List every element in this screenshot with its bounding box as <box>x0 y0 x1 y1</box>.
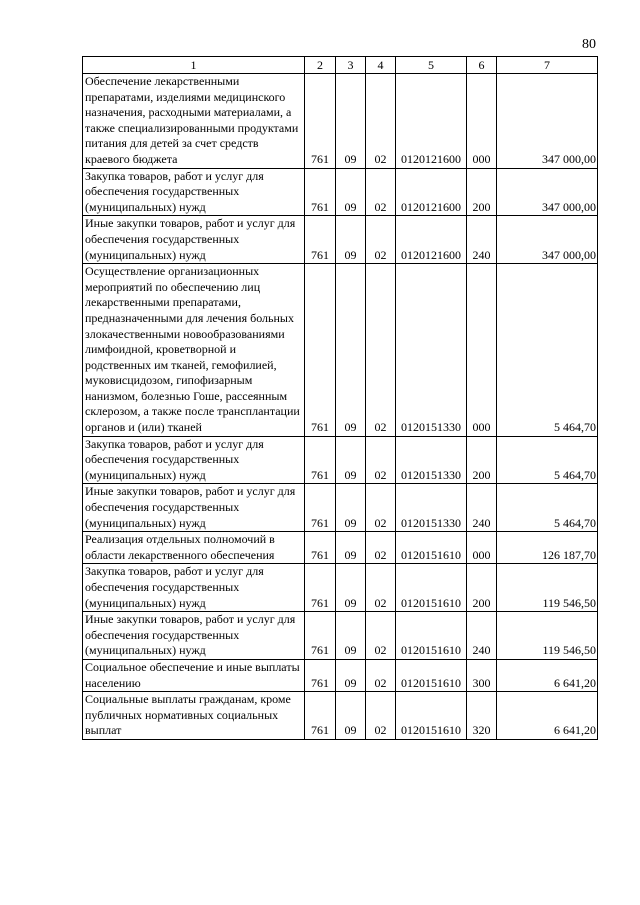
admin-code-cell: 761 <box>305 659 336 691</box>
target-article-cell: 0120151610 <box>396 564 467 612</box>
amount-cell: 5 464,70 <box>497 484 598 532</box>
amount-cell: 6 641,20 <box>497 659 598 691</box>
section-cell: 09 <box>336 264 366 437</box>
section-cell: 09 <box>336 692 366 740</box>
subsection-cell: 02 <box>366 216 396 264</box>
amount-cell: 347 000,00 <box>497 216 598 264</box>
table-row <box>83 264 598 437</box>
expense-type-cell: 200 <box>467 168 497 216</box>
expense-type-cell: 200 <box>467 564 497 612</box>
expense-type-cell: 240 <box>467 484 497 532</box>
row-name-cell: Реализация отдельных полномочий в области лекарственного обеспечения <box>83 532 305 564</box>
section-cell: 09 <box>336 564 366 612</box>
table-body <box>83 74 598 740</box>
table-row <box>83 532 598 564</box>
amount-cell: 119 546,50 <box>497 564 598 612</box>
expense-type-cell: 000 <box>467 74 497 169</box>
row-name-cell: Иные закупки товаров, работ и услуг для обеспечения государственных (муниципальных) нужд <box>83 484 305 532</box>
amount-cell: 5 464,70 <box>497 436 598 484</box>
target-article-cell: 0120151330 <box>396 436 467 484</box>
subsection-cell: 02 <box>366 74 396 169</box>
expense-type-cell: 320 <box>467 692 497 740</box>
target-article-cell: 0120151610 <box>396 532 467 564</box>
expense-type-cell: 240 <box>467 612 497 660</box>
table-header-row <box>83 57 598 74</box>
row-name-cell: Социальное обеспечение и иные выплаты населению <box>83 659 305 691</box>
table-row <box>83 612 598 660</box>
target-article-cell: 0120121600 <box>396 216 467 264</box>
row-name-cell: Иные закупки товаров, работ и услуг для обеспечения государственных (муниципальных) нужд <box>83 612 305 660</box>
admin-code-cell: 761 <box>305 532 336 564</box>
subsection-cell: 02 <box>366 532 396 564</box>
expense-type-cell: 200 <box>467 436 497 484</box>
target-article-cell: 0120151610 <box>396 692 467 740</box>
table-row <box>83 436 598 484</box>
row-name-cell: Закупка товаров, работ и услуг для обеспечения государственных (муниципальных) нужд <box>83 436 305 484</box>
admin-code-cell: 761 <box>305 74 336 169</box>
subsection-cell: 02 <box>366 659 396 691</box>
expense-type-cell: 240 <box>467 216 497 264</box>
admin-code-cell: 761 <box>305 484 336 532</box>
target-article-cell: 0120121600 <box>396 74 467 169</box>
section-cell: 09 <box>336 532 366 564</box>
subsection-cell: 02 <box>366 264 396 437</box>
subsection-cell: 02 <box>366 436 396 484</box>
table-row <box>83 564 598 612</box>
column-header: 5 <box>396 57 467 74</box>
table-row <box>83 74 598 169</box>
row-name-cell: Обеспечение лекарственными препаратами, изделиями медицинского назначения, расходными материалами, а также специализированными продуктами питания для детей за счет средств краевого бюджета <box>83 74 305 169</box>
section-cell: 09 <box>336 216 366 264</box>
admin-code-cell: 761 <box>305 564 336 612</box>
target-article-cell: 0120151330 <box>396 484 467 532</box>
table-row <box>83 168 598 216</box>
admin-code-cell: 761 <box>305 692 336 740</box>
table-row <box>83 484 598 532</box>
amount-cell: 126 187,70 <box>497 532 598 564</box>
column-header: 7 <box>497 57 598 74</box>
section-cell: 09 <box>336 484 366 532</box>
subsection-cell: 02 <box>366 692 396 740</box>
row-name-cell: Иные закупки товаров, работ и услуг для обеспечения государственных (муниципальных) нужд <box>83 216 305 264</box>
table-row <box>83 216 598 264</box>
section-cell: 09 <box>336 612 366 660</box>
admin-code-cell: 761 <box>305 264 336 437</box>
target-article-cell: 0120151610 <box>396 659 467 691</box>
amount-cell: 5 464,70 <box>497 264 598 437</box>
amount-cell: 347 000,00 <box>497 74 598 169</box>
section-cell: 09 <box>336 168 366 216</box>
table-row <box>83 692 598 740</box>
subsection-cell: 02 <box>366 168 396 216</box>
row-name-cell: Закупка товаров, работ и услуг для обеспечения государственных (муниципальных) нужд <box>83 564 305 612</box>
column-header: 3 <box>336 57 366 74</box>
expense-type-cell: 300 <box>467 659 497 691</box>
target-article-cell: 0120121600 <box>396 168 467 216</box>
budget-table <box>82 56 598 740</box>
column-header: 2 <box>305 57 336 74</box>
amount-cell: 119 546,50 <box>497 612 598 660</box>
column-header: 4 <box>366 57 396 74</box>
column-header: 6 <box>467 57 497 74</box>
target-article-cell: 0120151610 <box>396 612 467 660</box>
row-name-cell: Закупка товаров, работ и услуг для обеспечения государственных (муниципальных) нужд <box>83 168 305 216</box>
subsection-cell: 02 <box>366 564 396 612</box>
page-number: 80 <box>582 37 596 52</box>
amount-cell: 347 000,00 <box>497 168 598 216</box>
admin-code-cell: 761 <box>305 436 336 484</box>
section-cell: 09 <box>336 659 366 691</box>
column-header: 1 <box>83 57 305 74</box>
amount-cell: 6 641,20 <box>497 692 598 740</box>
subsection-cell: 02 <box>366 484 396 532</box>
admin-code-cell: 761 <box>305 612 336 660</box>
admin-code-cell: 761 <box>305 216 336 264</box>
row-name-cell: Осуществление организационных мероприятий по обеспечению лиц лекарственными препаратами, предназначенными для лечения больных злокачественными новообразованиями лимфоидной, кроветворной и родственных им тканей, гемофилией, муковисцидозом, гипофизарным нанизмом, болезнью Гоше, рассеянным склерозом, а также после трансплантации органов и (или) тканей <box>83 264 305 437</box>
target-article-cell: 0120151330 <box>396 264 467 437</box>
section-cell: 09 <box>336 436 366 484</box>
expense-type-cell: 000 <box>467 532 497 564</box>
subsection-cell: 02 <box>366 612 396 660</box>
section-cell: 09 <box>336 74 366 169</box>
expense-type-cell: 000 <box>467 264 497 437</box>
table-row <box>83 659 598 691</box>
row-name-cell: Социальные выплаты гражданам, кроме публичных нормативных социальных выплат <box>83 692 305 740</box>
admin-code-cell: 761 <box>305 168 336 216</box>
